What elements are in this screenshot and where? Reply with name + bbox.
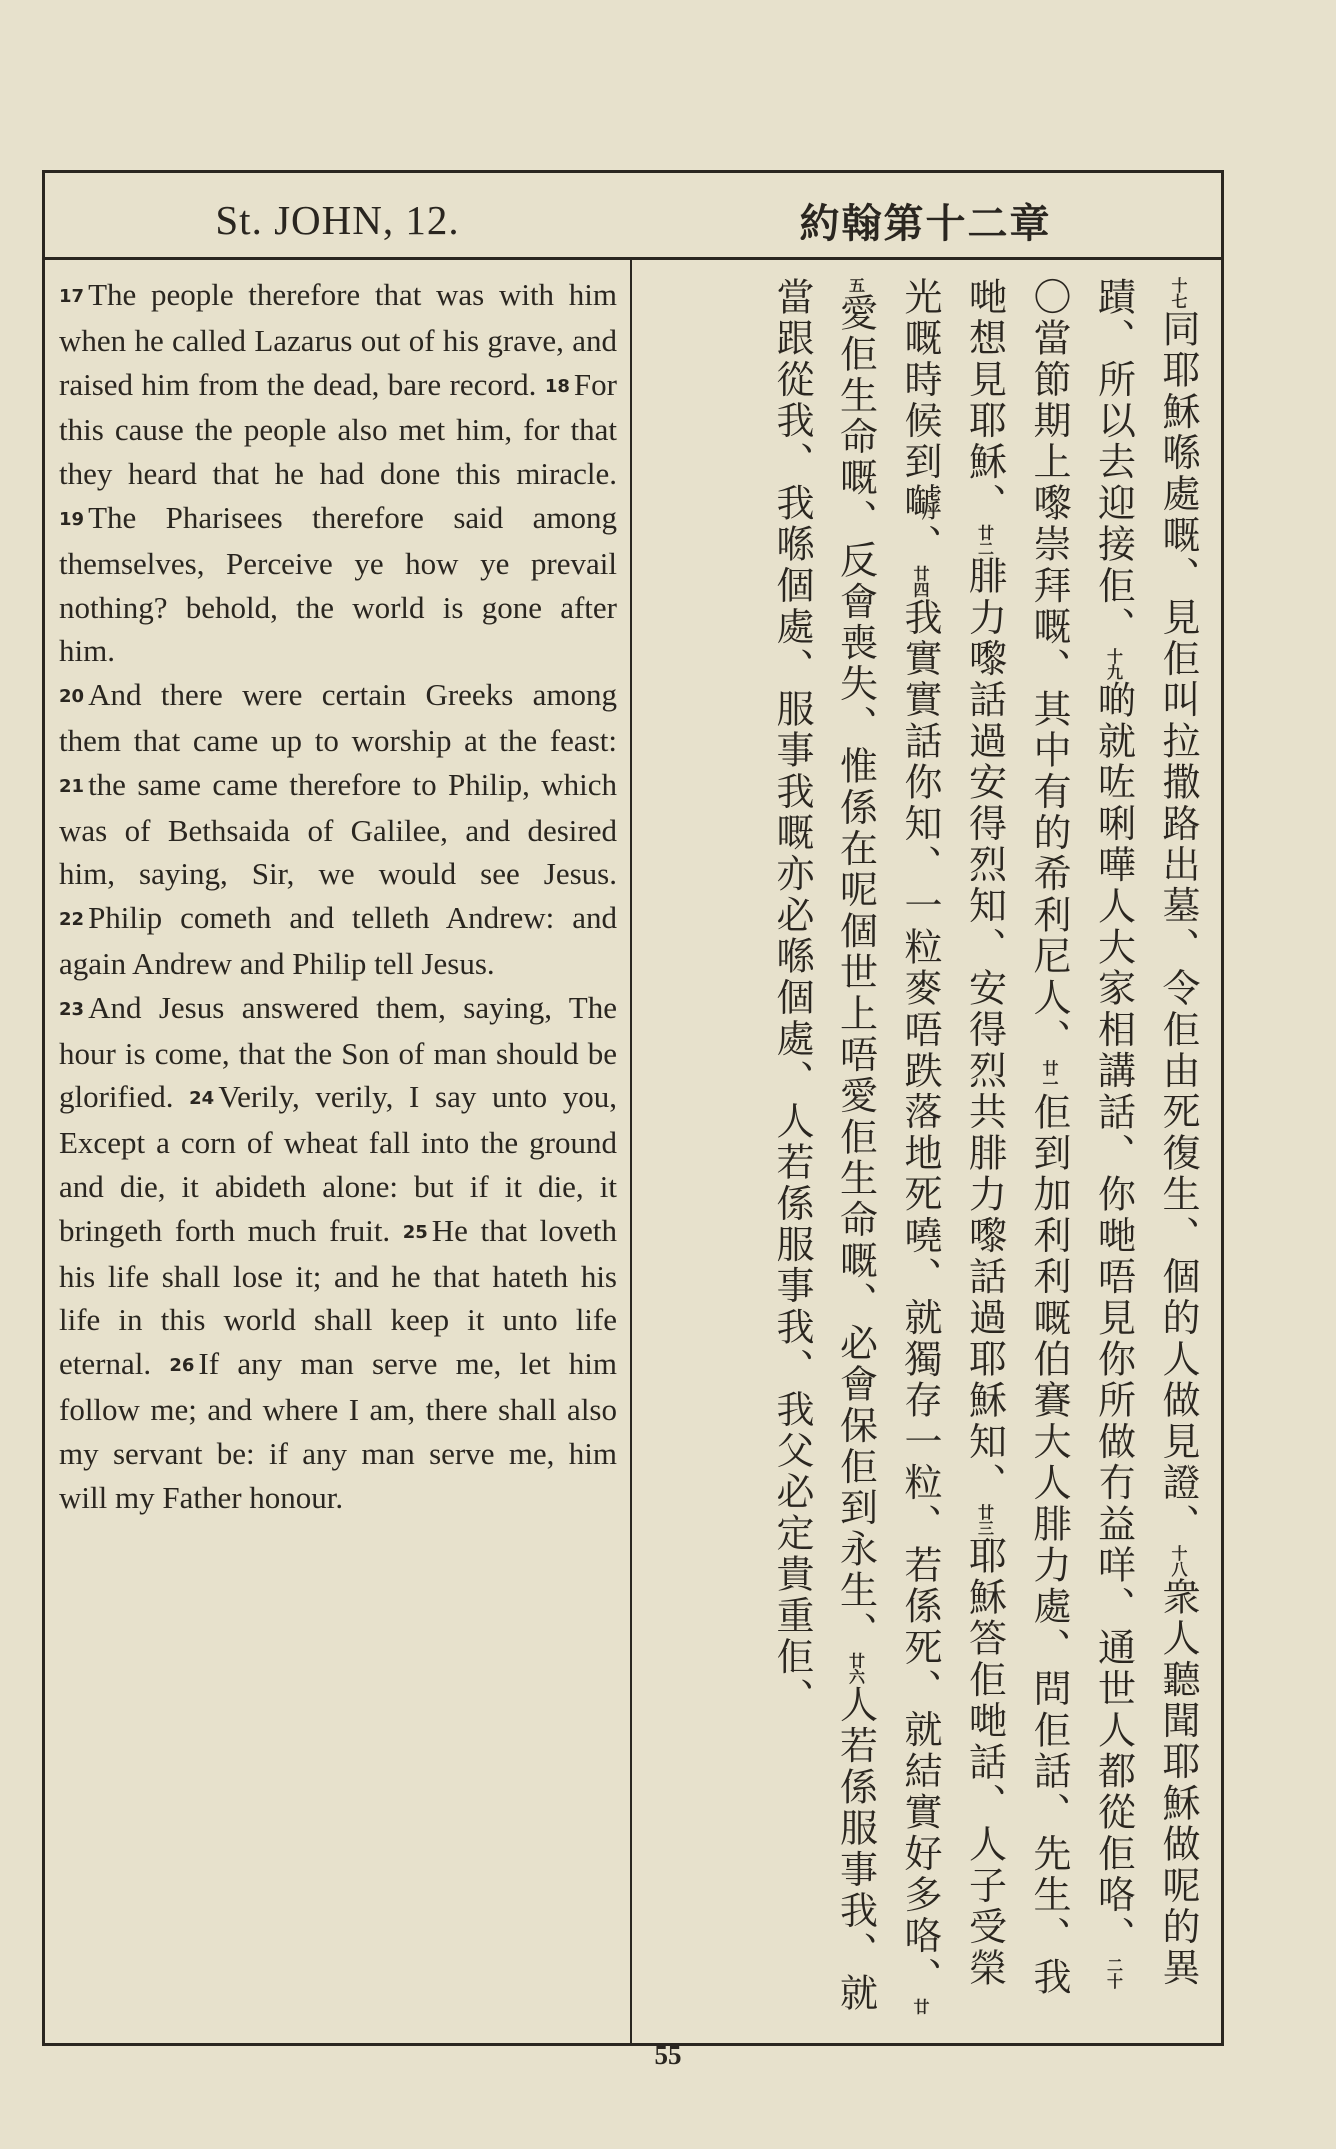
chinese-verse-text: 愛佢生命嘅、反會喪失、惟係在呢個世上唔愛佢生命嘅、必會保佢到永生、 bbox=[833, 293, 878, 1653]
chinese-verse-text: 耶穌答佢哋話、人子受榮光嘅時候到嚹、 bbox=[898, 277, 1007, 1990]
chinese-verse-number: 廿三 bbox=[975, 1503, 995, 1536]
verse-text: the same came therefore to Philip, which was of Bethsaida of Galilee, and desired him, saying, Sir, we would see Jesus. bbox=[59, 766, 617, 892]
chinese-verse-text: 啲就咗唎嘩人大家相講話、你哋唔見你所做冇益咩、通世人都從佢咯、 bbox=[1091, 679, 1136, 1958]
chinese-verse-number: 廿二 bbox=[975, 524, 995, 557]
english-column bbox=[59, 273, 617, 1519]
verse-number: 24 bbox=[189, 1088, 215, 1110]
verse-number: 23 bbox=[59, 998, 85, 1020]
chinese-verse-text: 人若係服事我、就當跟從我、我喺個處、服事我嘅亦必喺個處、人若係服事我、我父必定貴重佢、 bbox=[770, 277, 878, 2015]
verse-text: And Jesus answered them, saying, The hour is come, that the Son of man should be glorified. bbox=[59, 989, 617, 1115]
chinese-verse-text: 腓力嚟話過安得烈知、安得烈共腓力嚟話過耶穌知、 bbox=[962, 556, 1007, 1504]
verse-text: The people therefore that was with him when he called Lazarus out of his grave, and raised him from the dead, bare record. bbox=[59, 277, 617, 402]
verse-number: 22 bbox=[59, 909, 85, 931]
column-divider bbox=[630, 257, 632, 2043]
verse-text: For this cause the people also met him, for that they heard that he had done this miracle. bbox=[59, 366, 617, 492]
chinese-verse-number: 廿五 bbox=[846, 277, 930, 2015]
chinese-verse-text: 佢到加利利嘅伯賽大人腓力處、問佢話、先生、我哋想見耶穌、 bbox=[962, 277, 1071, 1999]
page-frame bbox=[42, 170, 1224, 2046]
chinese-verse-number: 十七 bbox=[1169, 277, 1188, 309]
verse-number: 18 bbox=[544, 375, 570, 397]
verse-number: 21 bbox=[59, 775, 85, 797]
chinese-verse-text: 〇當節期上嚟崇拜嘅、其中有的希利尼人、 bbox=[1027, 277, 1071, 1060]
english-paragraph bbox=[59, 673, 617, 986]
header-rule bbox=[45, 257, 1221, 260]
verse-text: Verily, verily, I say unto you, Except a corn of wheat fall into the ground and die, it abideth alone: but if it die, it bringeth forth much fruit. bbox=[59, 1079, 617, 1248]
english-paragraph bbox=[59, 273, 617, 673]
english-paragraph bbox=[59, 986, 617, 1520]
verse-number: 19 bbox=[59, 508, 85, 530]
verse-text: The Pharisees therefore said among themselves, Perceive ye how ye prevail nothing? behold, the world is gone after him. bbox=[59, 499, 617, 669]
page-number: 55 bbox=[654, 2040, 682, 2070]
chinese-verse-number: 十八 bbox=[1169, 1545, 1188, 1577]
chinese-verse-number: 二十 bbox=[1104, 1957, 1124, 1990]
verse-number: 26 bbox=[169, 1355, 195, 1377]
chinese-verse-number: 廿六 bbox=[846, 1652, 866, 1685]
chinese-verse-text: 同耶穌喺處嘅、見佢叫拉撒路出墓、令佢由死復生、個的人做見證、 bbox=[1156, 309, 1200, 1545]
chinese-column bbox=[645, 277, 1210, 2017]
english-running-header: St. JOHN, 12. bbox=[215, 197, 460, 243]
chinese-verse-text: 衆人聽聞耶穌做呢的異蹟、所以去迎接佢、 bbox=[1091, 277, 1200, 1989]
chinese-verse-text: 我實實話你知、一粒麥唔跌落地死嘵、就獨存一粒、若係死、就結實好多咯、 bbox=[898, 597, 942, 1999]
verse-text: And there were certain Greeks among them that came up to worship at the feast: bbox=[59, 677, 617, 758]
verse-number: 25 bbox=[402, 1221, 428, 1243]
verse-text: He that loveth his life shall lose it; and he that hateth his life in this world shall keep it unto life eternal. bbox=[59, 1212, 617, 1382]
chinese-verse-number: 十九 bbox=[1104, 647, 1124, 680]
chinese-verse-number: 廿四 bbox=[911, 565, 930, 598]
verse-text: If any man serve me, let him follow me; and where I am, there shall also my servant be: if any man serve me, him will my Father honour. bbox=[59, 1346, 617, 1515]
chinese-verse-number: 廿一 bbox=[1040, 1059, 1059, 1092]
verse-number: 17 bbox=[59, 286, 85, 307]
chinese-running-header: 約翰第十二章 bbox=[799, 200, 1052, 247]
verse-number: 20 bbox=[59, 686, 85, 708]
verse-text: Philip cometh and telleth Andrew: and again Andrew and Philip tell Jesus. bbox=[59, 900, 617, 981]
